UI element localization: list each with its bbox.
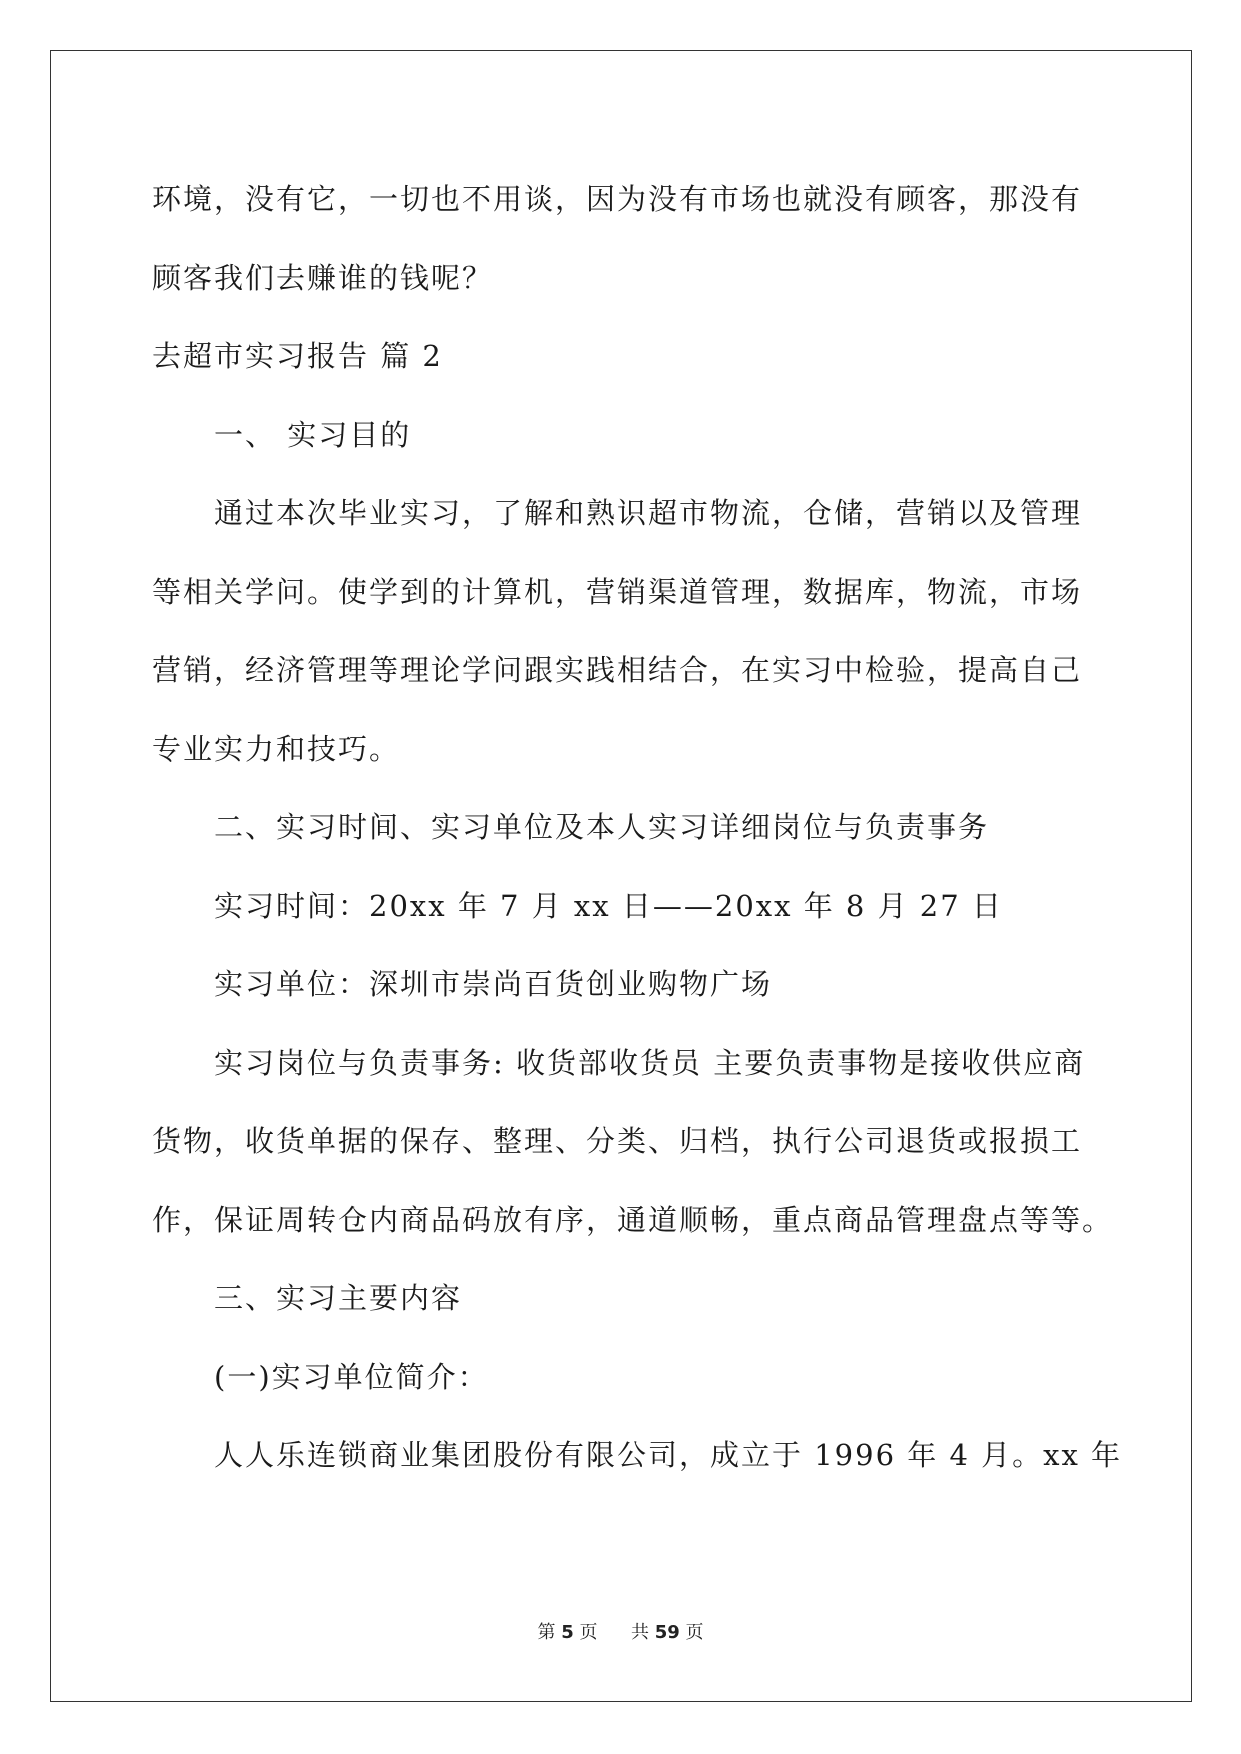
- section-heading: 去超市实习报告 篇 2: [152, 339, 443, 373]
- paragraph-line: 通过本次毕业实习，了解和熟识超市物流，仓储，营销以及管理: [214, 496, 1083, 530]
- footer-page-prefix: 第: [537, 1622, 556, 1643]
- subsection-heading: (一)实习单位简介：: [214, 1359, 489, 1394]
- paragraph-line: 实习单位：深圳市崇尚百货创业购物广场: [214, 967, 773, 1001]
- footer-total-pages: 59: [654, 1622, 680, 1643]
- footer-page-suffix: 页: [579, 1622, 598, 1643]
- subsection-heading: 三、实习主要内容: [214, 1281, 463, 1315]
- paragraph-line: 营销，经济管理等理论学问跟实践相结合，在实习中检验，提高自己: [152, 653, 1083, 687]
- paragraph-line: 货物，收货单据的保存、整理、分类、归档，执行公司退货或报损工: [152, 1124, 1083, 1158]
- paragraph-line: 等相关学问。使学到的计算机，营销渠道管理，数据库，物流，市场: [152, 574, 1083, 609]
- paragraph-line: 专业实力和技巧。: [152, 731, 401, 766]
- subsection-heading: 一、 实习目的: [214, 417, 412, 452]
- document-body: [152, 160, 1123, 1495]
- paragraph-line: 人人乐连锁商业集团股份有限公司，成立于 1996 年 4 月。xx 年: [214, 1438, 1123, 1472]
- subsection-heading: 二、实习时间、实习单位及本人实习详细岗位与负责事务: [214, 810, 990, 844]
- text-line: 顾客我们去赚谁的钱呢？: [152, 260, 494, 295]
- footer-total-prefix: 共: [630, 1622, 649, 1643]
- paragraph-line: 实习岗位与负责事务: 收货部收货员 主要负责事物是接收供应商: [214, 1045, 1086, 1080]
- footer-page-number: 5: [561, 1622, 574, 1643]
- footer-total-suffix: 页: [685, 1622, 704, 1643]
- paragraph-line: 作，保证周转仓内商品码放有序，通道顺畅，重点商品管理盘点等等。: [152, 1202, 1114, 1237]
- text-line: 环境，没有它，一切也不用谈，因为没有市场也就没有顾客，那没有: [152, 182, 1083, 216]
- paragraph-line: 实习时间：20xx 年 7 月 xx 日——20xx 年 8 月 27 日: [214, 888, 1003, 923]
- page-footer: [0, 1618, 1241, 1644]
